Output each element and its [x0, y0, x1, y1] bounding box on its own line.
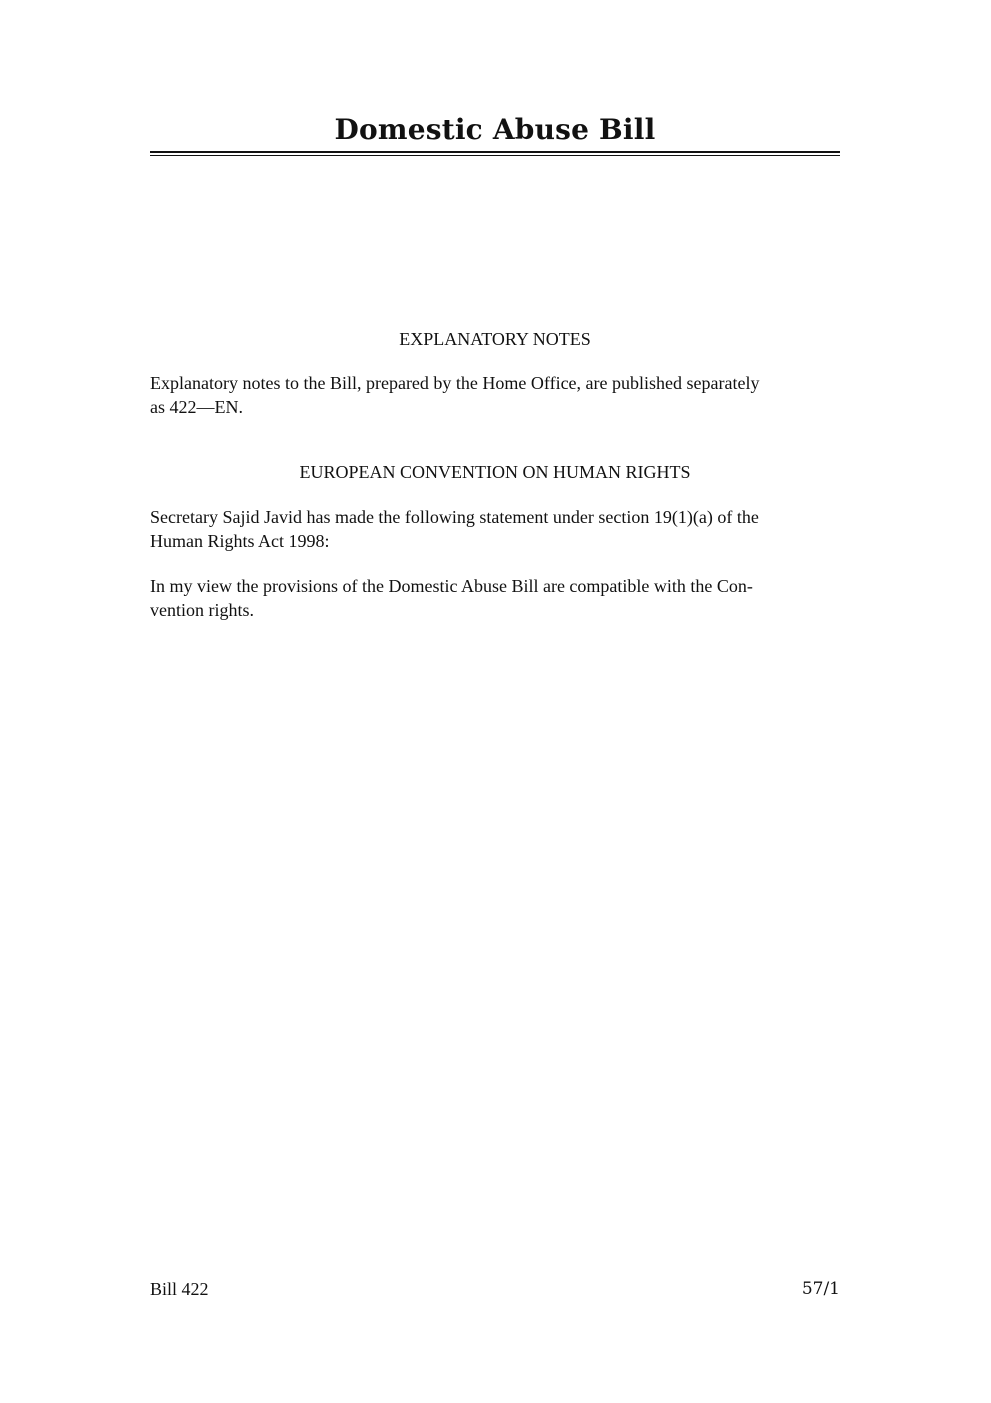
explanatory-notes-line-1: Explanatory notes to the Bill, prepared by the Home Office, are published separately — [150, 373, 760, 393]
footer-reference: 57/1 — [801, 1279, 840, 1299]
echr-section — [150, 460, 840, 484]
footer-bill-number: Bill 422 — [150, 1279, 209, 1299]
title-rule-thick — [150, 151, 840, 153]
echr-view-paragraph — [150, 574, 840, 622]
explanatory-notes-heading: EXPLANATORY NOTES — [399, 329, 591, 349]
echr-statement-line-1: Secretary Sajid Javid has made the following statement under section 19(1)(a) of the — [150, 507, 759, 527]
explanatory-notes-paragraph — [150, 371, 840, 419]
echr-heading: EUROPEAN CONVENTION ON HUMAN RIGHTS — [299, 462, 691, 482]
echr-view-line-1: In my view the provisions of the Domestic Abuse Bill are compatible with the Con- — [150, 576, 753, 596]
explanatory-notes-line-2: as 422—EN. — [150, 397, 243, 417]
echr-view-line-2: vention rights. — [150, 600, 254, 620]
echr-statement-line-2: Human Rights Act 1998: — [150, 531, 330, 551]
title-rule-thin — [150, 155, 840, 156]
echr-statement-paragraph — [150, 505, 840, 553]
explanatory-notes-section — [150, 327, 840, 351]
document-title: Domestic Abuse Bill — [334, 113, 656, 146]
